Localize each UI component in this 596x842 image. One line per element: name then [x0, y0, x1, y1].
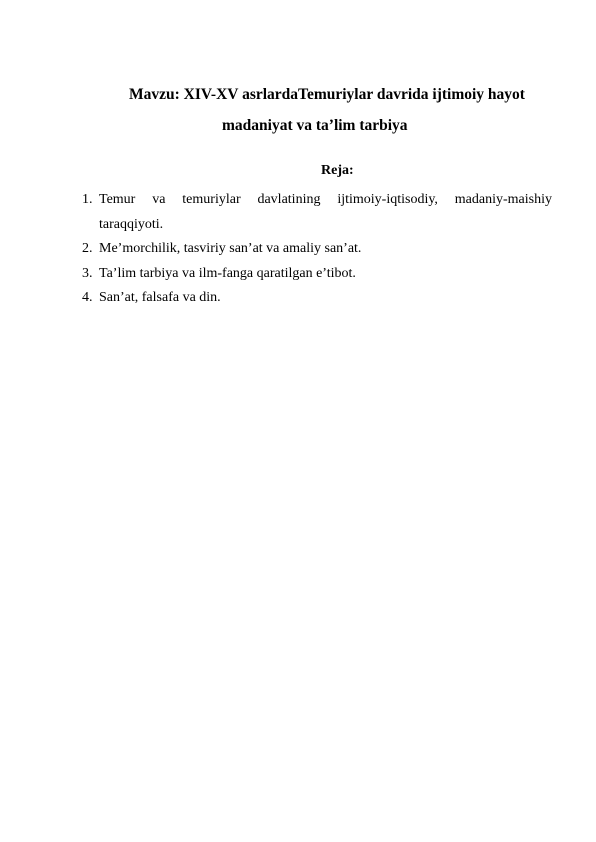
document-title-line-1: Mavzu: XIV-XV asrlardaTemuriylar davrida ijtimoiy hayot [129, 86, 525, 103]
plan-heading: Reja: [321, 163, 354, 178]
plan-item [82, 262, 552, 287]
plan-item-text: Me’morchilik, tasviriy san’at va amaliy san’at. [99, 241, 362, 256]
plan-item-number: 3. [82, 265, 93, 281]
plan-item-text: San’at, falsafa va din. [99, 290, 221, 305]
plan-item-number: 2. [82, 241, 93, 256]
plan-item-number: 1. [82, 192, 93, 207]
plan-item [82, 237, 552, 262]
document-title-line-2: madaniyat va ta’lim tarbiya [222, 117, 408, 134]
plan-list [82, 188, 552, 311]
plan-item [82, 286, 552, 311]
plan-item-text: Ta’lim tarbiya va ilm-fanga qaratilgan e’tibot. [99, 265, 356, 281]
plan-item [82, 188, 552, 237]
plan-item-text: Temur va temuriylar davlatining ijtimoiy-iqtisodiy, madaniy-maishiy taraqqiyoti. [99, 192, 552, 232]
plan-item-number: 4. [82, 290, 93, 305]
